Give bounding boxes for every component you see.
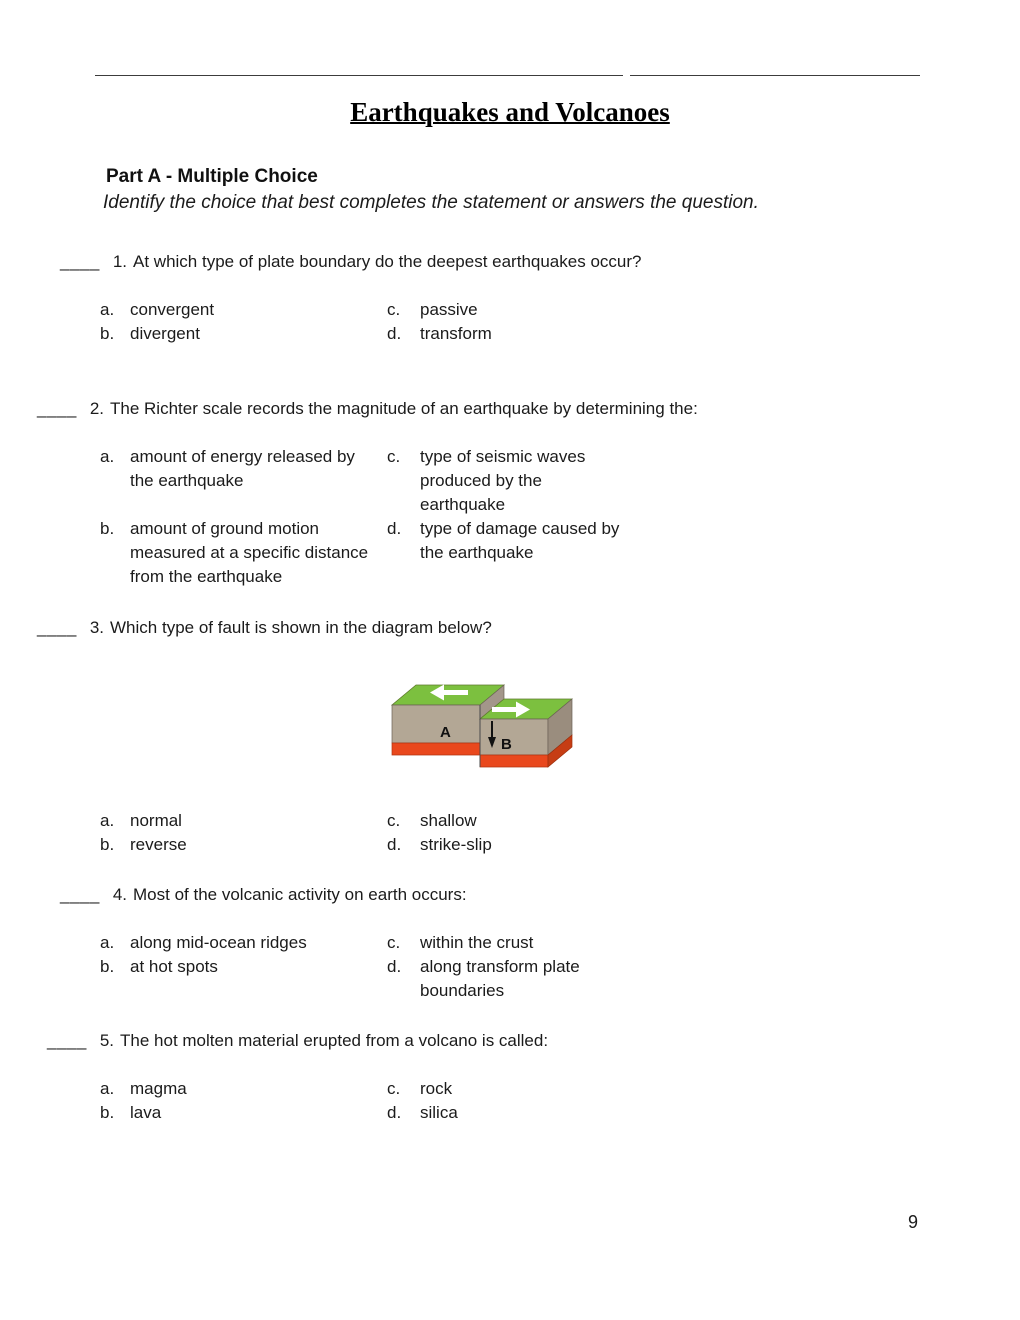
part-a-heading: Part A - Multiple Choice — [106, 166, 318, 187]
fault-label-a: A — [440, 724, 451, 741]
left-block-front-face — [392, 705, 480, 743]
question-1 — [0, 250, 1020, 346]
fault-diagram-figure — [388, 659, 573, 777]
choice-c-text: type of seismic waves produced by the earthquake — [420, 447, 586, 514]
choice-c-letter: c. — [387, 447, 401, 466]
choice-a-letter: a. — [100, 447, 115, 466]
question-stem — [47, 1029, 1020, 1053]
choice-b-text: amount of ground motion measured at a specific distance from the earthquake — [130, 519, 369, 586]
question-5 — [0, 1029, 1020, 1125]
question-stem — [60, 883, 1020, 907]
question-stem — [37, 616, 1020, 640]
question-number: 4. — [112, 885, 128, 904]
answer-blank: ____ — [37, 399, 77, 418]
choice-c-text: rock — [420, 1079, 453, 1098]
name-line-segment — [630, 74, 920, 76]
name-line — [95, 74, 1020, 76]
choice-d-letter: d. — [387, 957, 402, 976]
choices — [100, 931, 1020, 1003]
question-text: Which type of fault is shown in the diagram below? — [110, 618, 492, 637]
question-text: The Richter scale records the magnitude of an earthquake by determining the: — [110, 399, 698, 418]
part-a-instructions: Identify the choice that best completes the statement or answers the question. — [103, 192, 759, 213]
choice-b-letter: b. — [100, 835, 115, 854]
answer-blank: ____ — [60, 885, 100, 904]
choice-d-letter: d. — [387, 519, 402, 538]
choice-a-letter: a. — [100, 300, 115, 319]
left-block-lava-layer — [392, 743, 480, 755]
answer-blank: ____ — [37, 618, 77, 637]
question-number: 5. — [99, 1031, 115, 1050]
choice-b-text: at hot spots — [130, 957, 218, 976]
choice-c-letter: c. — [387, 1079, 401, 1098]
answer-blank: ____ — [47, 1031, 87, 1050]
choice-b-text: reverse — [130, 835, 187, 854]
choices — [100, 1077, 1020, 1125]
choice-a-text: along mid-ocean ridges — [130, 933, 307, 952]
choice-b-letter: b. — [100, 957, 115, 976]
page-title: Earthquakes and Volcanoes — [350, 97, 670, 127]
question-text: Most of the volcanic activity on earth occurs: — [133, 885, 467, 904]
choice-b-text: lava — [130, 1103, 162, 1122]
fault-diagram — [388, 659, 573, 777]
choice-d-letter: d. — [387, 1103, 402, 1122]
choice-c-letter: c. — [387, 300, 401, 319]
choice-a-text: convergent — [130, 300, 215, 319]
choice-d-text: type of damage caused by the earthquake — [420, 519, 620, 562]
choices — [100, 809, 1020, 857]
choice-c-text: within the crust — [420, 933, 534, 952]
question-text: At which type of plate boundary do the deepest earthquakes occur? — [133, 252, 642, 271]
choice-d-text: silica — [420, 1103, 458, 1122]
choices — [100, 298, 1020, 346]
choice-b-text: divergent — [130, 324, 200, 343]
choice-a-letter: a. — [100, 811, 115, 830]
question-4 — [0, 883, 1020, 1003]
question-number: 3. — [89, 618, 105, 637]
choice-d-text: transform — [420, 324, 492, 343]
choice-d-letter: d. — [387, 835, 402, 854]
choice-b-letter: b. — [100, 519, 115, 538]
choice-a-letter: a. — [100, 1079, 115, 1098]
question-text: The hot molten material erupted from a volcano is called: — [120, 1031, 549, 1050]
question-2 — [0, 397, 1020, 589]
choice-b-letter: b. — [100, 324, 115, 343]
question-3 — [0, 616, 1020, 857]
question-stem — [37, 397, 1020, 421]
name-line-segment — [95, 74, 623, 76]
choice-c-text: passive — [420, 300, 478, 319]
choice-a-letter: a. — [100, 933, 115, 952]
right-block-lava-layer — [480, 755, 548, 767]
choice-c-letter: c. — [387, 933, 401, 952]
choice-d-letter: d. — [387, 324, 402, 343]
choice-a-text: magma — [130, 1079, 187, 1098]
choice-a-text: amount of energy released by the earthquake — [130, 447, 355, 490]
choice-b-letter: b. — [100, 1103, 115, 1122]
choice-c-text: shallow — [420, 811, 477, 830]
question-number: 2. — [89, 399, 105, 418]
choice-c-letter: c. — [387, 811, 401, 830]
choice-d-text: along transform plate boundaries — [420, 957, 580, 1000]
choices — [100, 445, 1020, 589]
answer-blank: ____ — [60, 252, 100, 271]
page-number: 9 — [908, 1212, 919, 1232]
question-stem — [60, 250, 1020, 274]
question-number: 1. — [112, 252, 128, 271]
choice-d-text: strike-slip — [420, 835, 492, 854]
fault-label-b: B — [501, 736, 512, 753]
choice-a-text: normal — [130, 811, 182, 830]
